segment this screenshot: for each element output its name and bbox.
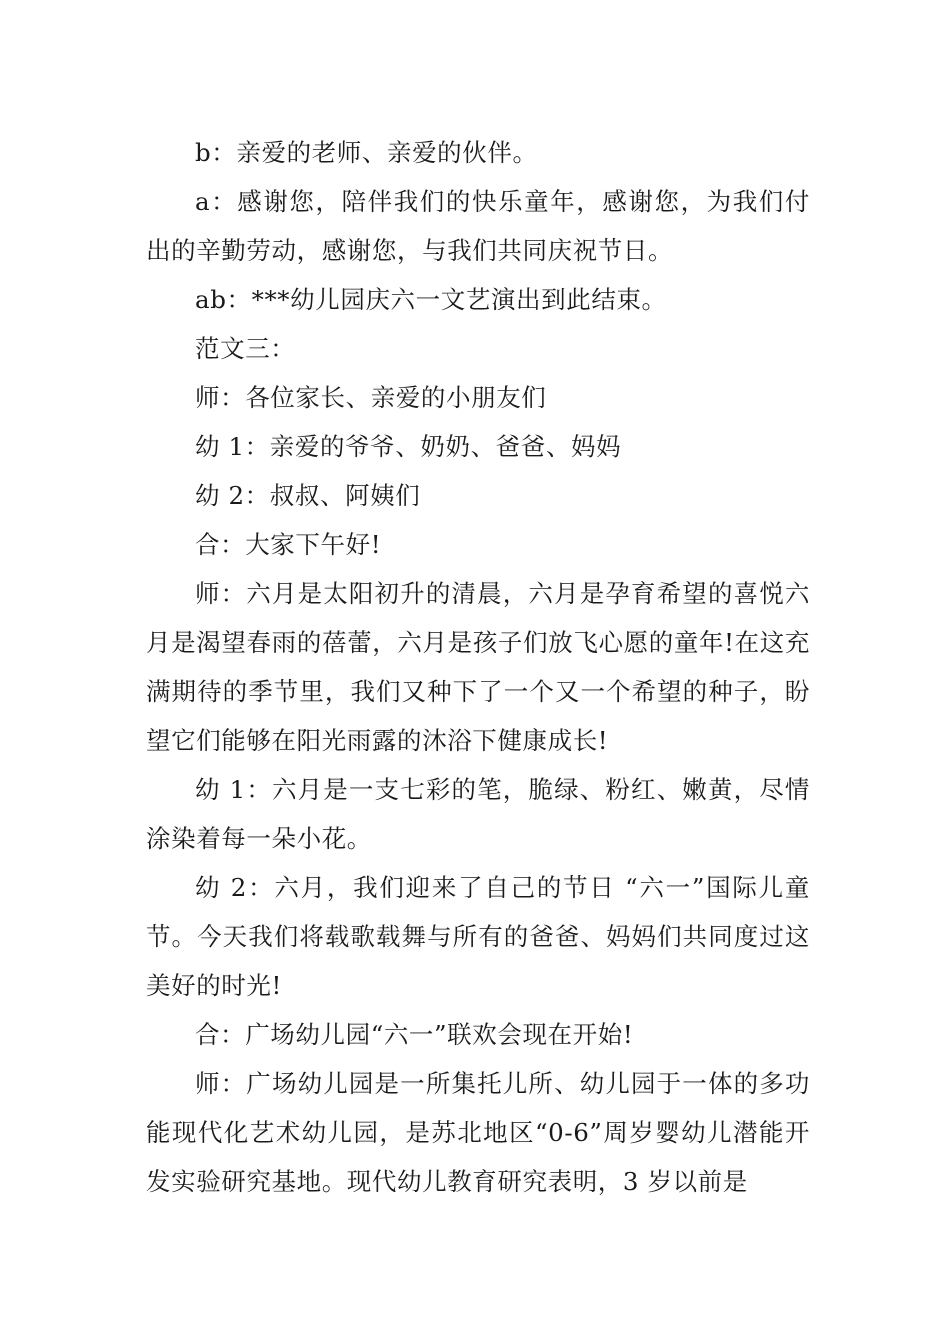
section-heading-sample-three: 范文三： [195, 334, 296, 363]
paragraph-child1-greeting: 幼 1：亲爱的爷爷、奶奶、爸爸、妈妈 [195, 432, 622, 461]
paragraph-child1-june: 幼 1：六月是一支七彩的笔，脆绿、粉红、嫩黄，尽情涂染着每一朵小花。 [146, 775, 810, 853]
paragraph-together-greeting: 合：大家下午好! [195, 530, 382, 559]
paragraph-teacher-kindergarten: 师：广场幼儿园是一所集托儿所、幼儿园于一体的多功能现代化艺术幼儿园，是苏北地区“0-6”周岁婴幼儿潜能开发实验研究基地。现代幼儿教育研究表明，3 岁以前是 [146, 1069, 810, 1196]
paragraph-a-thanks: a：感谢您，陪伴我们的快乐童年，感谢您，为我们付出的辛勤劳动，感谢您，与我们共同庆祝节日。 [146, 187, 810, 265]
paragraph-ab-closing: ab：***幼儿园庆六一文艺演出到此结束。 [195, 285, 667, 314]
paragraph-teacher-greeting: 师：各位家长、亲爱的小朋友们 [195, 383, 547, 412]
paragraph-b-greeting: b：亲爱的老师、亲爱的伙伴。 [195, 138, 538, 167]
paragraph-together-start: 合：广场幼儿园“六一”联欢会现在开始! [195, 1020, 634, 1049]
paragraph-child2-june: 幼 2：六月，我们迎来了自己的节日 “六一”国际儿童节。今天我们将载歌载舞与所有的爸爸、妈妈们共同度过这美好的时光! [146, 873, 810, 1000]
paragraph-teacher-june: 师：六月是太阳初升的清晨，六月是孕育希望的喜悦六月是渴望春雨的蓓蕾，六月是孩子们放飞心愿的童年!在这充满期待的季节里，我们又种下了一个又一个希望的种子，盼望它们能够在阳光雨露的沐浴下健康成长! [146, 579, 810, 755]
paragraph-child2-greeting: 幼 2：叔叔、阿姨们 [195, 481, 421, 510]
document-body [146, 128, 810, 1206]
